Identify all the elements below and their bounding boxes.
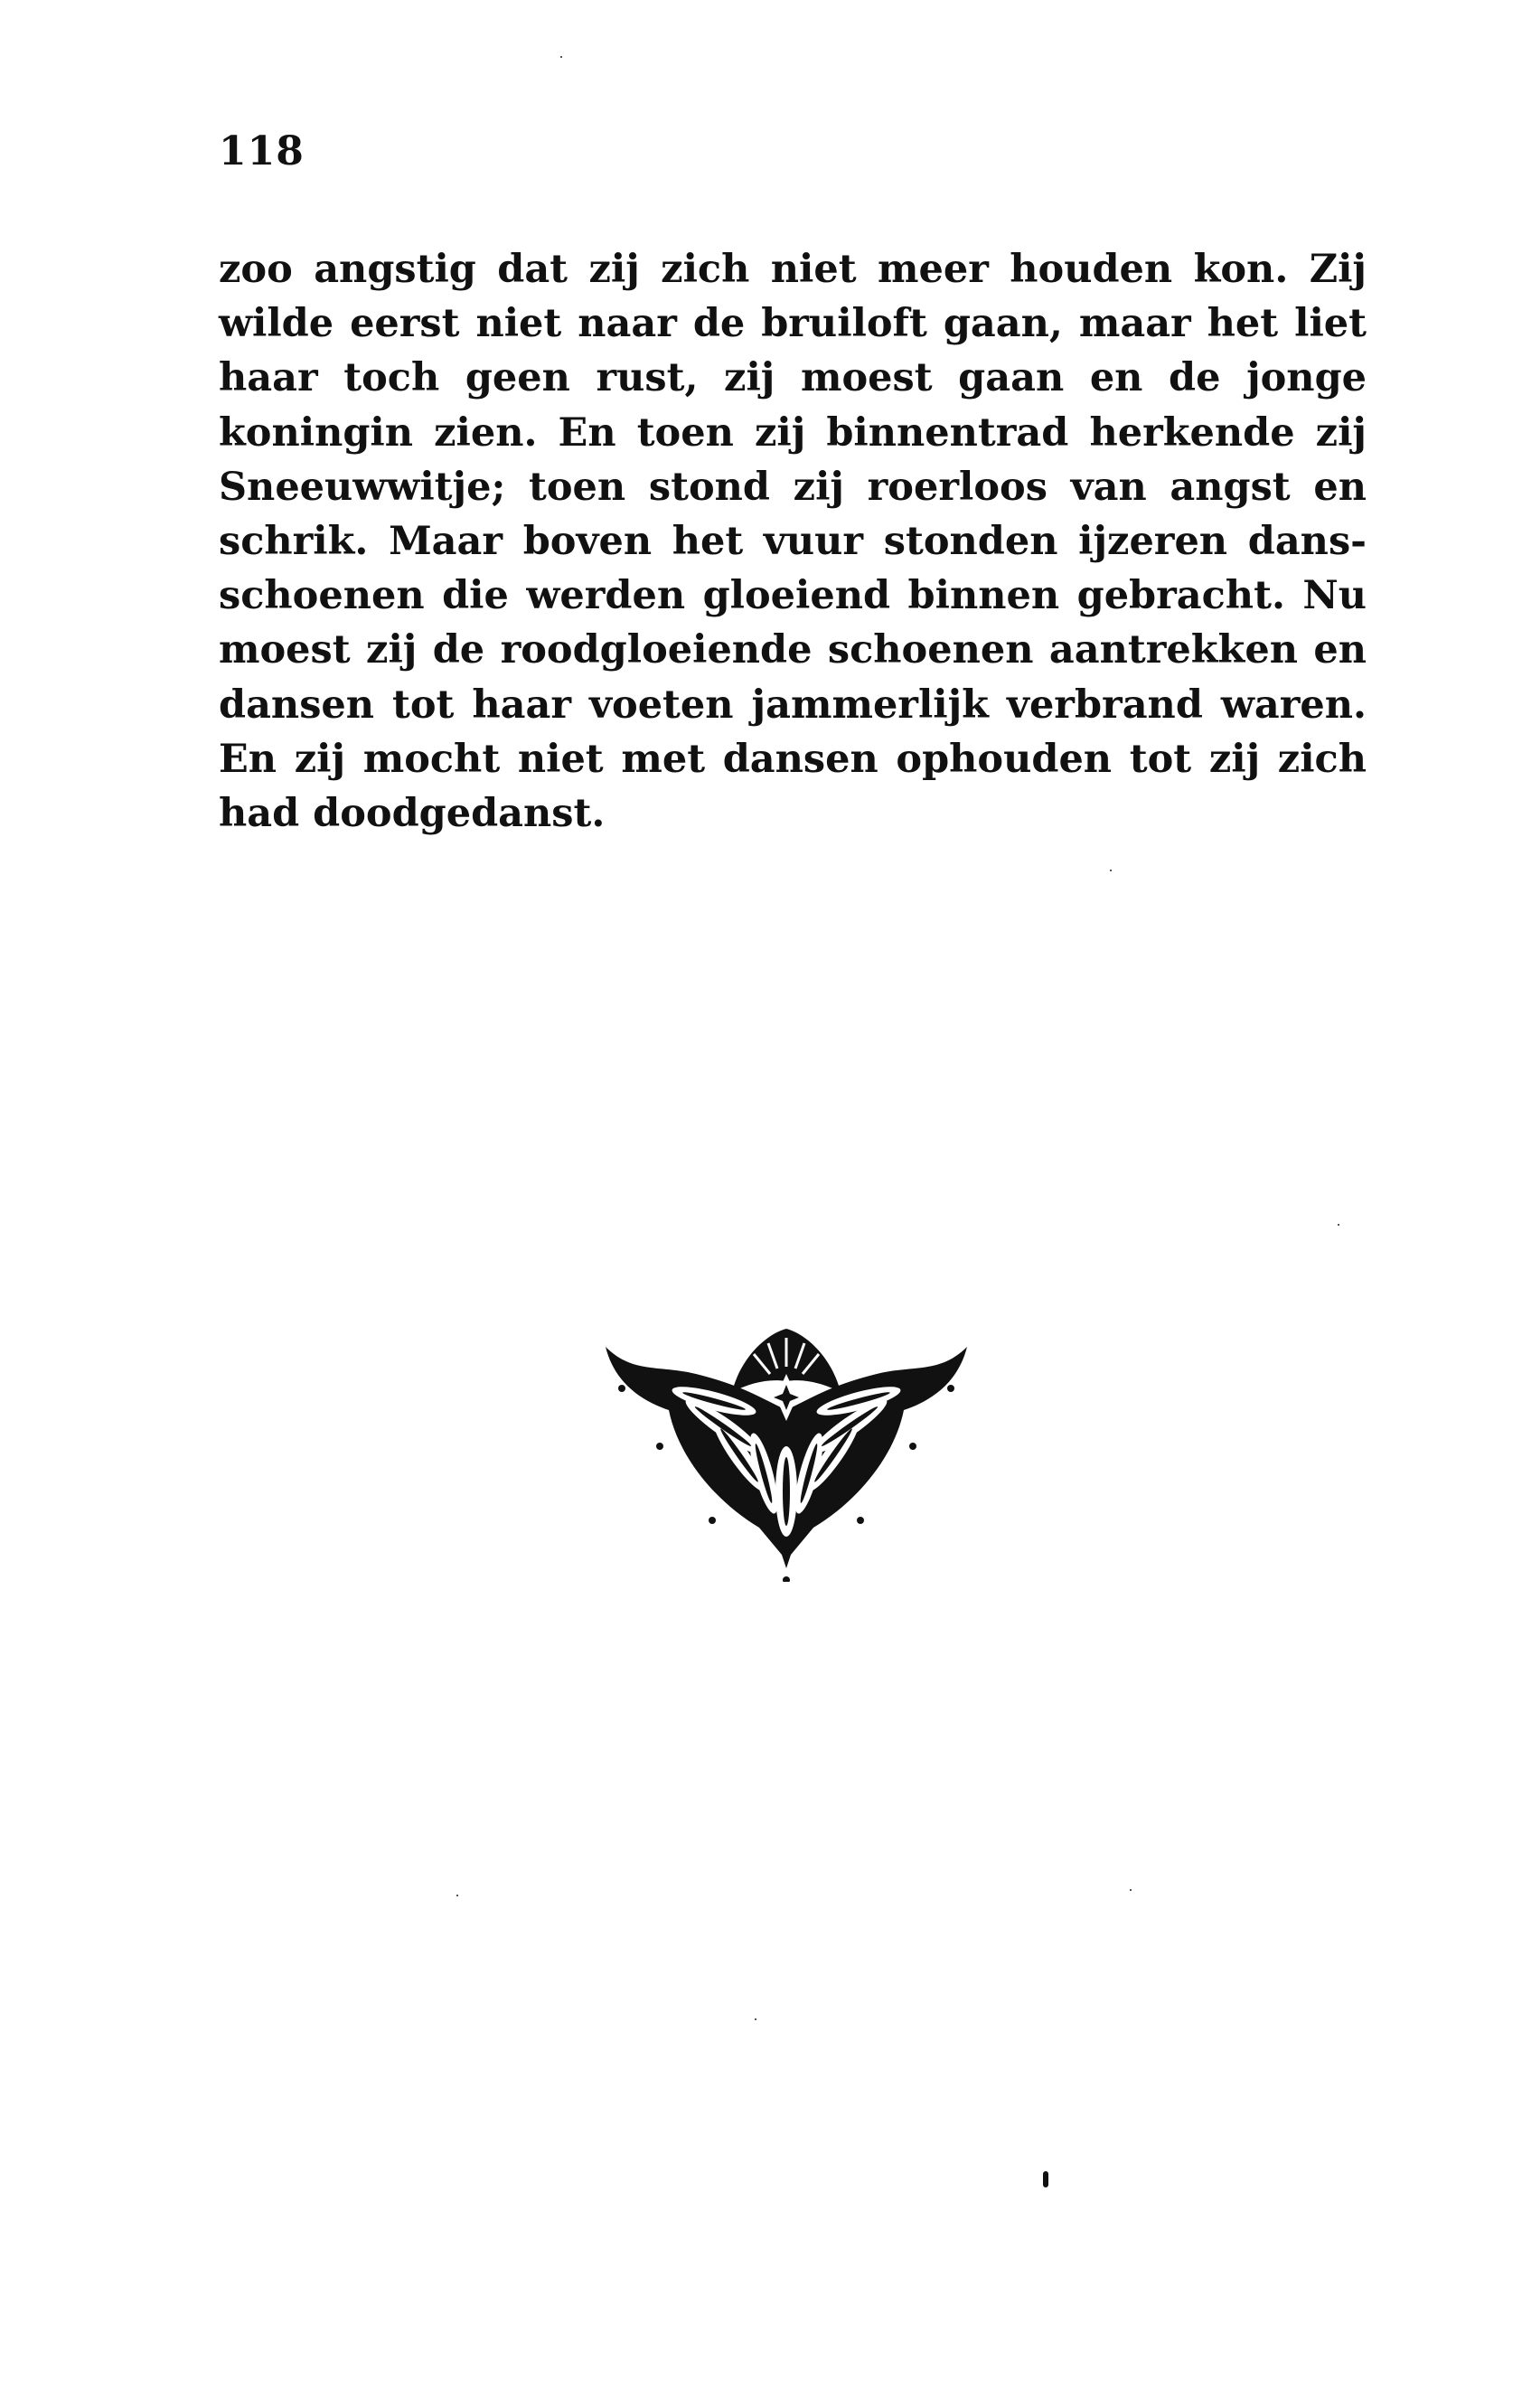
text-line: moest zij de roodgloeiende schoenen aantrekken en [219, 627, 1367, 673]
text-line: En zij mocht niet met dansen ophouden tot zij zich [219, 736, 1367, 782]
text-line: wilde eerst niet naar de bruiloft gaan, maar het liet [219, 301, 1367, 347]
paper-speck [456, 1895, 458, 1896]
text-line: haar toch geen rust, zij moest gaan en de jonge [219, 355, 1367, 401]
text-line: schrik. Maar boven het vuur stonden ijzeren dans- [219, 518, 1367, 564]
paper-speck [1110, 870, 1112, 871]
text-line: dansen tot haar voeten jammerlijk verbrand waren. [219, 682, 1367, 728]
text-line-last: had doodgedanst. [219, 790, 606, 836]
paper-speck [560, 56, 562, 58]
text-line: schoenen die werden gloeiend binnen gebracht. Nu [219, 573, 1367, 619]
body-text [219, 242, 1367, 841]
text-line: Sneeuwwitje; toen stond zij roerloos van angst en [219, 464, 1367, 510]
page-number: 118 [219, 128, 305, 174]
paper-speck [755, 2018, 756, 2020]
paper-speck [1338, 1224, 1339, 1226]
text-line: koningin zien. En toen zij binnentrad herkende zij [219, 409, 1367, 456]
floral-tailpiece-icon [597, 1311, 976, 1582]
ink-mark [1043, 2171, 1048, 2187]
paper-speck [1130, 1889, 1132, 1891]
text-line: zoo angstig dat zij zich niet meer houden kon. Zij [219, 247, 1367, 292]
